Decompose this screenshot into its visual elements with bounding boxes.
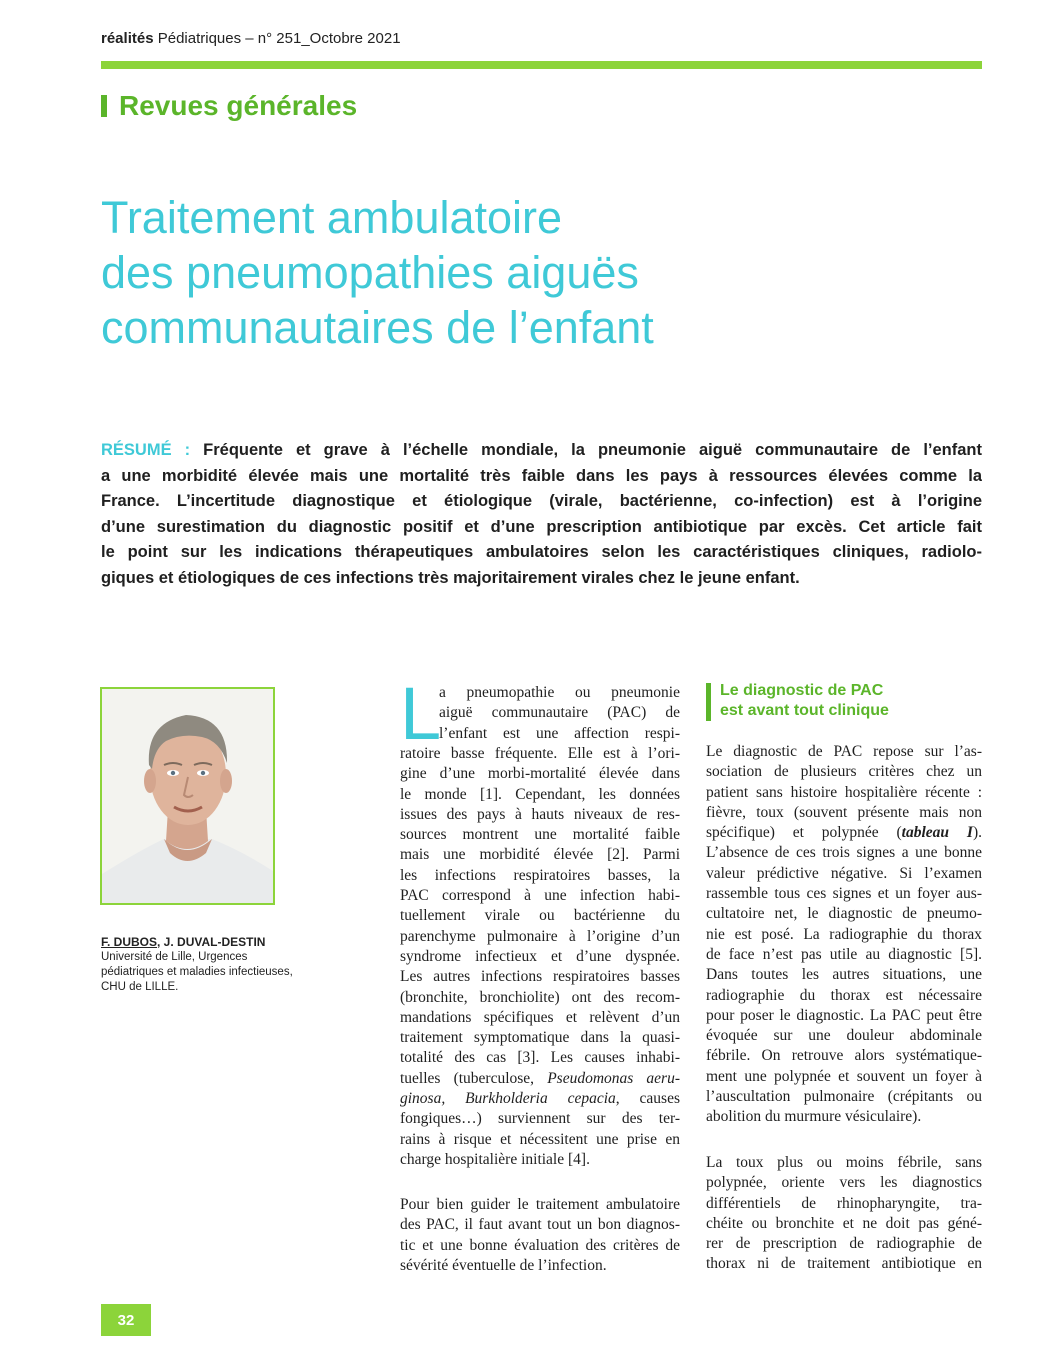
text-line: les infections respiratoires basses, la (400, 866, 680, 884)
corresponding-author: F. DUBOS (101, 935, 158, 949)
abstract-text: Fréquente et grave à l’échelle mondiale, la pneumonie aiguë communautaire de l’enfant (203, 441, 982, 459)
text-line: sévérité éventuelle de l’infection. (400, 1256, 607, 1274)
text-line: le monde [1]. Cependant, les données (400, 785, 680, 803)
text-line: abolition du murmure vésiculaire). (706, 1108, 922, 1126)
text-line: Pour bien guider le traitement ambulatoire (400, 1196, 680, 1213)
abstract-line: a une morbidité élevée mais une mortalité très faible dans les pays à ressources élevées comme la (101, 466, 982, 485)
text-line: différentiels de rhinopharyngite, tra- (706, 1194, 982, 1212)
species-name: ginosa, Burkholderia cepacia (400, 1090, 616, 1108)
text-line: a pneumopathie ou pneumonie (439, 684, 680, 701)
text-span: ). (972, 824, 982, 842)
text-line (400, 1089, 680, 1109)
text-line: sources montrent une mortalité faible (400, 826, 680, 844)
text-line: Les autres infections respiratoires basses (400, 968, 680, 986)
column2-paragraph1 (706, 742, 982, 1128)
page-number: 32 (101, 1304, 151, 1336)
abstract-line: d’une surestimation du diagnostic positif et d’une prescription antibiotique par excès. Cet article fait (101, 517, 982, 536)
text-line: des PAC, il faut avant tout un bon diagnos- (400, 1216, 680, 1234)
author-info (101, 935, 331, 995)
text-line: rassemble tous ces signes et un foyer aus- (706, 885, 982, 903)
text-line: PAC correspond à une infection habi- (400, 887, 680, 905)
text-line: sociation de plusieurs critères chez un (706, 763, 982, 781)
column1-paragraph1 (400, 744, 680, 1170)
text-line: Dans toutes les autres situations, une (706, 966, 982, 984)
text-line (706, 823, 982, 843)
text-line: chéite ou bronchite et ne doit pas géné- (706, 1214, 982, 1232)
text-line: ratoire basse fréquente. Elle est à l’ori- (400, 745, 680, 762)
subheading-line: est avant tout clinique (720, 702, 889, 719)
affiliation-line: pédiatriques et maladies infectieuses, (101, 966, 293, 978)
title-line: Traitement ambulatoire (101, 192, 563, 243)
section-heading-text: Revues générales (119, 90, 358, 121)
text-line: rer de prescription de radiographie de (706, 1235, 982, 1253)
text-line: polypnée, oriente vers les diagnostics (706, 1174, 982, 1192)
species-name: Pseudomonas aeru- (547, 1069, 680, 1087)
text-line: fébrile. On retrouve alors systématique- (706, 1047, 982, 1065)
abstract-line: giques et étiologiques de ces infections très majoritairement virales chez le jeune enfant. (101, 568, 800, 587)
subheading (706, 681, 889, 721)
text-line: radiographie du thorax est nécessaire (706, 986, 982, 1004)
subheading-bar-marker (706, 683, 711, 721)
text-line: gine d’une morbi-mortalité élevée dans (400, 765, 680, 783)
text-line: cultatoire net, le diagnostic de pneumo- (706, 905, 982, 923)
text-span: spécifique) et polypnée ( (706, 824, 902, 842)
author-photo (100, 687, 275, 905)
drop-cap: L (400, 672, 442, 755)
abstract-line: France. L’incertitude diagnostique et étiologique (virale, bactérienne, co-infection) est à l’origine (101, 492, 982, 511)
text-line: La toux plus ou moins fébrile, sans (706, 1154, 982, 1171)
text-line: charge hospitalière initiale [4]. (400, 1150, 590, 1168)
abstract-line (101, 438, 982, 464)
subheading-line: Le diagnostic de PAC (720, 682, 884, 699)
column1-paragraph2 (400, 1195, 680, 1276)
text-line: tuellement virale ou bactérienne du (400, 907, 680, 925)
text-line: issues des pays à hauts niveaux de res- (400, 805, 680, 823)
table-reference-link[interactable]: tableau I (901, 824, 973, 842)
text-line: traitement symptomatique dans la quasi- (400, 1029, 680, 1047)
text-line: fongiques…) surviennent sur des ter- (400, 1110, 680, 1128)
title-line: des pneumopathies aiguës (101, 247, 639, 298)
title-line: communautaires de l’enfant (101, 302, 654, 353)
section-heading (101, 90, 357, 122)
abstract-line: le point sur les indications thérapeutiques ambulatoires selon les caractéristiques cliniques, radiolo- (101, 543, 982, 562)
text-line: thorax ni de traitement antibiotique en (706, 1255, 982, 1273)
text-line: (bronchite, bronchiolite) ont des recom- (400, 988, 680, 1006)
issue-info: Pédiatriques – n° 251_Octobre 2021 (157, 30, 401, 47)
abstract-label: RÉSUMÉ : (101, 441, 191, 459)
author-names (101, 935, 331, 950)
affiliation-line: Université de Lille, Urgences (101, 951, 248, 963)
text-line: l’enfant est une affection respi- (439, 724, 680, 742)
coauthor: , J. DUVAL-DESTIN (157, 935, 266, 949)
affiliation-line: CHU de LILLE. (101, 981, 179, 993)
text-line: pour poser le diagnostic. La PAC peut être (706, 1006, 982, 1024)
text-line: nie est posé. La radiographie du thorax (706, 925, 982, 943)
text-line: mandations spécifiques et relèvent d’un (400, 1008, 680, 1026)
text-line: de face n’est pas utile au diagnostic [5]. (706, 945, 982, 963)
text-line: fièvre, toux (souvent présente mais non (706, 803, 982, 821)
text-line: valeur prédictive négative. Si l’examen (706, 864, 982, 882)
column1-intro (439, 683, 680, 744)
author-portrait-illustration (102, 689, 273, 903)
text-line: parenchyme pulmonaire à l’origine d’un (400, 927, 680, 945)
section-bar-marker (101, 95, 107, 117)
text-line: l’auscultation pulmonaire (crépitants ou (706, 1088, 982, 1106)
header-rule (101, 61, 982, 69)
text-span: , causes (615, 1090, 680, 1108)
text-line: syndrome infectieux et d’une dyspnée. (400, 947, 680, 965)
column2-paragraph2 (706, 1153, 982, 1275)
running-head (101, 30, 401, 47)
abstract (101, 438, 982, 592)
text-line: ment une polypnée et souvent un foyer à (706, 1067, 982, 1085)
text-line: mais une morbidité élevée [2]. Parmi (400, 846, 680, 864)
text-line: tic et une bonne évaluation des critères de (400, 1236, 680, 1254)
text-line: Le diagnostic de PAC repose sur l’as- (706, 743, 982, 760)
text-span: tuelles (tuberculose, (400, 1069, 548, 1087)
text-line: évoquée sur une douleur abdominale (706, 1027, 982, 1045)
text-line (400, 1069, 680, 1089)
journal-name: réalités (101, 30, 154, 47)
text-line: aiguë communautaire (PAC) de (439, 704, 680, 722)
text-line: patient sans histoire hospitalière récente : (706, 783, 982, 801)
text-line: rains à risque et nécessitent une prise en (400, 1130, 680, 1148)
text-line: totalité des cas [3]. Les causes inhabi- (400, 1049, 680, 1067)
article-title (101, 190, 901, 355)
text-line: L’absence de ces trois signes a une bonne (706, 844, 982, 862)
